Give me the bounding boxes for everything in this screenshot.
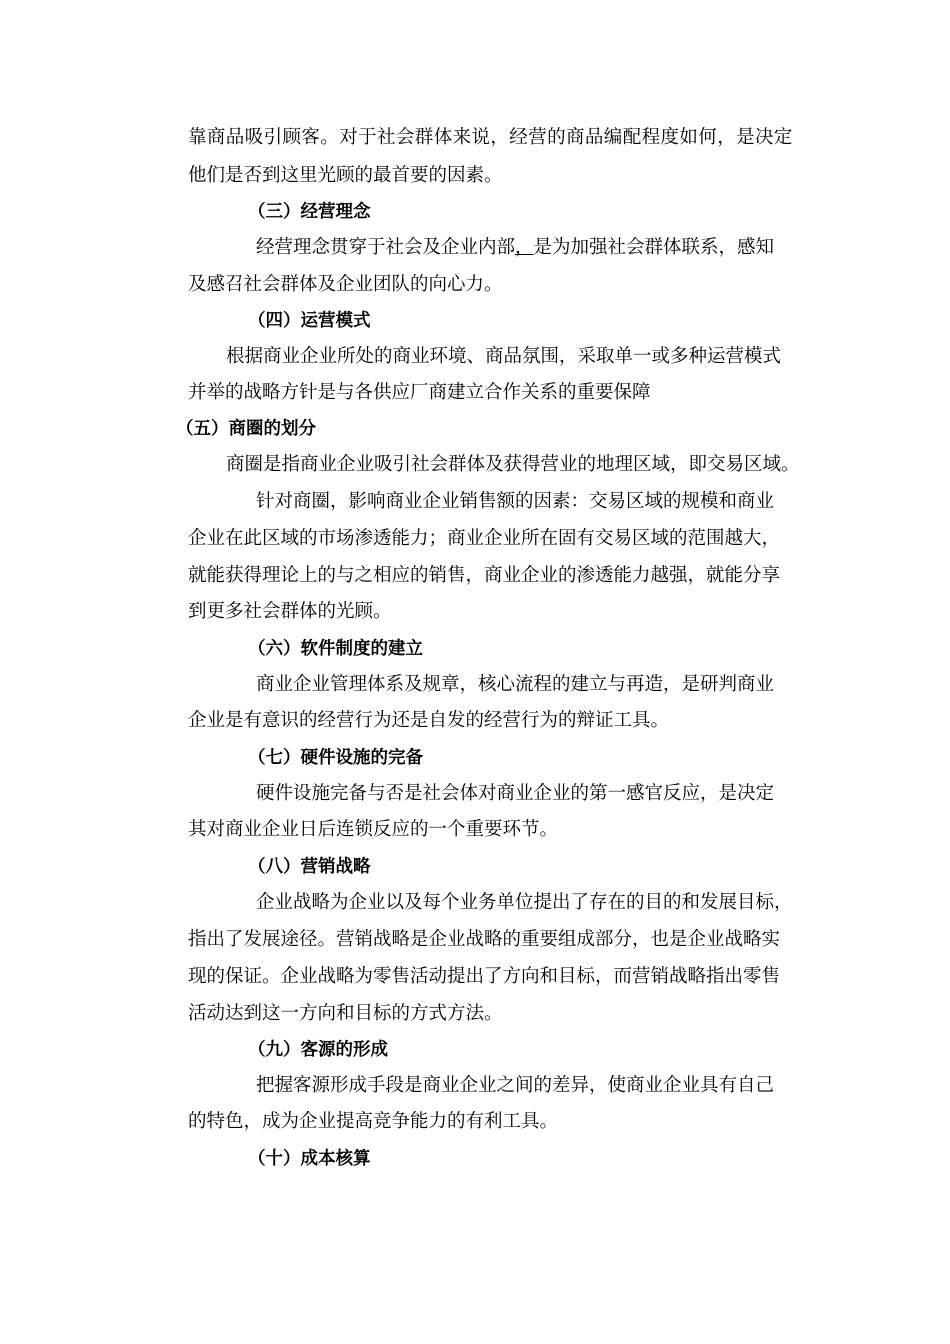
- paragraph-line: 他们是否到这里光顾的最首要的因素。: [188, 165, 503, 186]
- paragraph-line: 企业是有意识的经营行为还是自发的经营行为的辩证工具。: [188, 710, 670, 731]
- paragraph-line: 指出了发展途径。营销战略是企业战略的重要组成部分，也是企业战略实: [188, 929, 781, 950]
- underlined-punctuation: ，: [515, 237, 534, 258]
- paragraph-line: 企业在此区域的市场渗透能力；商业企业所在固有交易区域的范围越大，: [188, 528, 781, 549]
- paragraph-line: 针对商圈，影响商业企业销售额的因素：交易区域的规模和商业: [256, 491, 775, 512]
- paragraph-line: 靠商品吸引顾客。对于社会群体来说，经营的商品编配程度如何，是决定: [188, 127, 793, 148]
- paragraph-line: 商圈是指商业企业吸引社会群体及获得营业的地理区域，即交易区域。: [226, 454, 800, 475]
- paragraph-line: 就能获得理论上的与之相应的销售，商业企业的渗透能力越强，就能分享: [188, 565, 781, 586]
- paragraph-line: 活动达到这一方向和目标的方式方法。: [188, 1003, 503, 1024]
- section-heading-5: （五）商圈的划分: [176, 419, 316, 439]
- paragraph-line: 现的保证。企业战略为零售活动提出了方向和目标，而营销战略指出零售: [188, 966, 781, 987]
- paragraph-line: 并举的战略方针是与各供应厂商建立合作关系的重要保障: [188, 382, 651, 403]
- text-run: 经营理念贯穿于社会及企业内部: [256, 237, 516, 258]
- section-heading-10: （十）成本核算: [248, 1149, 371, 1169]
- section-heading-9: （九）客源的形成: [248, 1040, 388, 1060]
- section-heading-7: （七）硬件设施的完备: [248, 748, 423, 768]
- paragraph-line: 根据商业企业所处的商业环境、商品氛围，采取单一或多种运营模式: [226, 346, 782, 367]
- paragraph-line: 硬件设施完备与否是社会体对商业企业的第一感官反应，是决定: [256, 783, 775, 804]
- paragraph-line: 商业企业管理体系及规章，核心流程的建立与再造，是研判商业: [256, 674, 775, 695]
- paragraph-line: 其对商业企业日后连锁反应的一个重要环节。: [188, 819, 559, 840]
- paragraph-line: 把握客源形成手段是商业企业之间的差异，使商业企业具有自己: [256, 1075, 775, 1096]
- paragraph-line: 到更多社会群体的光顾。: [188, 601, 392, 622]
- text-run: 是为加强社会群体联系，感知: [533, 237, 775, 258]
- section-heading-6: （六）软件制度的建立: [248, 639, 423, 659]
- paragraph-line: [256, 236, 774, 260]
- section-heading-8: （八）营销战略: [248, 857, 371, 877]
- section-heading-3: （三）经营理念: [248, 202, 371, 222]
- section-heading-4: （四）运营模式: [248, 311, 371, 331]
- paragraph-line: 的特色，成为企业提高竞争能力的有利工具。: [188, 1111, 559, 1132]
- paragraph-line: 企业战略为企业以及每个业务单位提出了存在的目的和发展目标，: [256, 892, 793, 913]
- paragraph-line: 及感召社会群体及企业团队的向心力。: [188, 274, 503, 295]
